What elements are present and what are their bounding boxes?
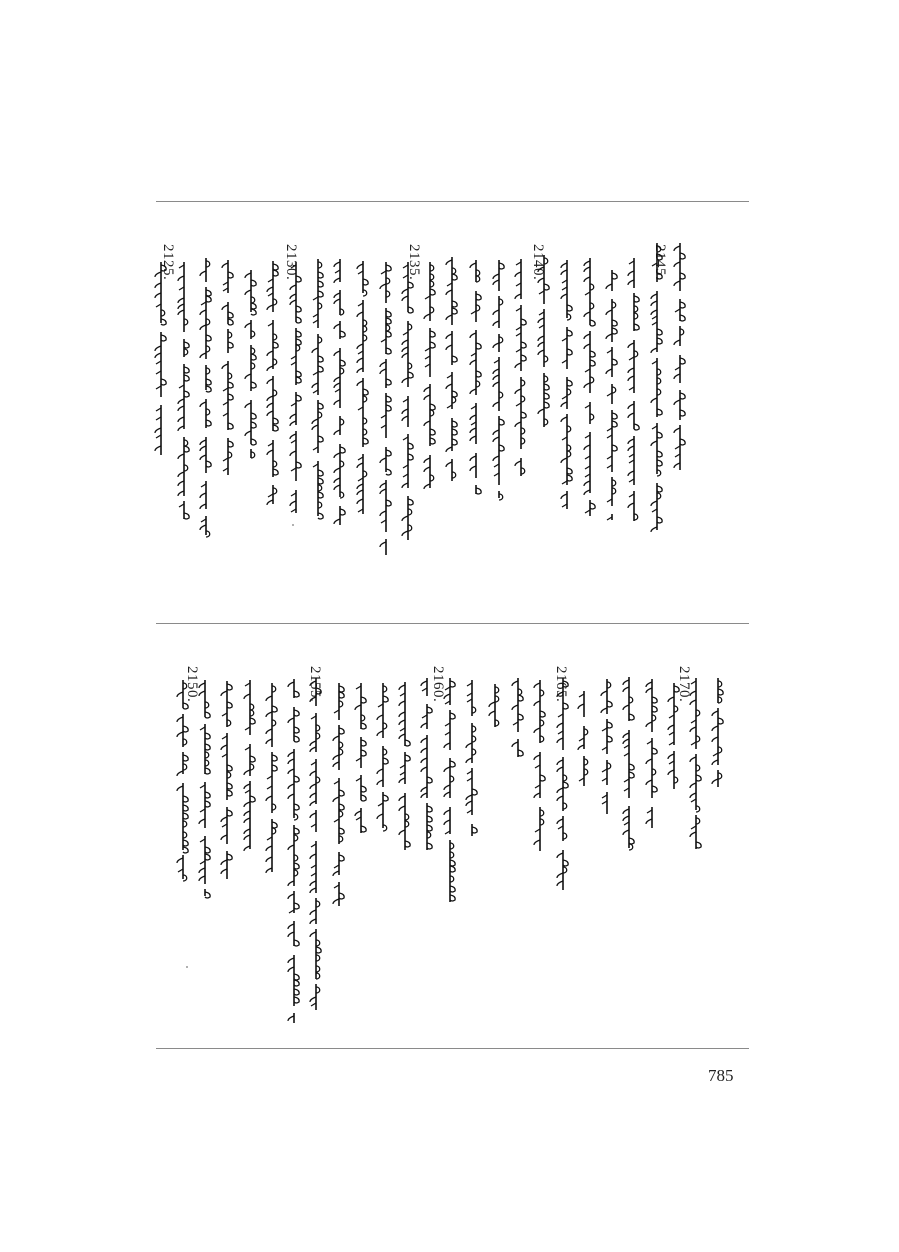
upper-script-column <box>400 262 416 540</box>
upper-script-glyphs <box>604 270 620 520</box>
upper-script-glyphs <box>176 262 192 529</box>
upper-script-glyphs <box>265 261 281 504</box>
upper-script-column <box>468 260 484 494</box>
upper-script-glyphs <box>400 262 416 540</box>
top-divider <box>156 201 749 202</box>
lower-script-column <box>487 684 503 727</box>
lower-script-column <box>599 679 615 814</box>
lower-script-column <box>419 678 435 858</box>
lower-script-glyphs <box>264 683 280 872</box>
lower-script-glyphs <box>419 678 435 858</box>
upper-script-column <box>378 262 394 555</box>
upper-script-glyphs <box>649 243 668 535</box>
lower-script-glyphs <box>710 678 726 787</box>
lower-script-column <box>532 680 548 859</box>
upper-script-column <box>444 257 460 482</box>
lower-script-glyphs <box>688 678 704 849</box>
lower-script-glyphs <box>555 678 571 896</box>
line-number-2135: 2135. <box>406 244 422 281</box>
upper-script-glyphs <box>243 270 259 458</box>
line-number-2155: 2155. <box>307 666 323 703</box>
upper-script-column <box>288 262 304 513</box>
lower-script-column <box>710 678 726 787</box>
upper-script-column <box>153 262 169 455</box>
print-speck <box>292 524 294 526</box>
lower-script-column <box>308 678 324 1010</box>
upper-script-glyphs <box>332 259 348 525</box>
lower-script-glyphs <box>175 680 191 879</box>
upper-script-column <box>265 261 281 504</box>
upper-script-column <box>176 262 192 529</box>
upper-script-column <box>243 270 259 458</box>
lower-script-column <box>286 679 302 1023</box>
lower-script-column <box>644 679 660 828</box>
upper-script-glyphs <box>582 258 598 516</box>
upper-script-glyphs <box>513 259 529 485</box>
lower-script-glyphs <box>442 678 458 902</box>
lower-script-glyphs <box>197 680 213 896</box>
upper-script-glyphs <box>378 262 394 555</box>
page-number: 785 <box>708 1066 734 1085</box>
lower-script-column <box>510 678 526 757</box>
lower-script-glyphs <box>397 682 413 851</box>
lower-script-column <box>555 678 571 896</box>
upper-script-glyphs <box>198 258 214 535</box>
line-number-2160: 2160. <box>430 666 446 703</box>
upper-script-column <box>310 259 326 522</box>
lower-script-glyphs <box>464 680 480 836</box>
line-number-2125: 2125. <box>160 244 176 281</box>
lower-script-glyphs <box>487 684 503 727</box>
upper-script-column <box>491 260 507 498</box>
lower-script-column <box>375 683 391 836</box>
lower-script-glyphs <box>510 678 526 757</box>
lower-script-glyphs <box>621 677 637 848</box>
line-number-2165: 2165. <box>553 666 569 703</box>
middle-divider <box>156 623 749 624</box>
upper-script-column <box>649 243 668 535</box>
upper-script-glyphs <box>626 258 642 530</box>
upper-script-glyphs <box>536 255 552 427</box>
line-number-2140: 2140. <box>530 244 546 281</box>
upper-script-column <box>672 243 688 470</box>
upper-script-glyphs <box>444 257 460 482</box>
bottom-divider <box>156 1048 749 1049</box>
upper-script-glyphs <box>491 260 507 498</box>
lower-script-glyphs <box>308 678 324 1010</box>
lower-script-glyphs <box>532 680 548 859</box>
upper-script-column <box>626 258 642 530</box>
line-number-2150: 2150. <box>184 666 200 703</box>
upper-script-column <box>198 258 214 535</box>
lower-script-column <box>397 682 413 851</box>
lower-script-glyphs <box>242 680 258 849</box>
lower-script-column <box>464 680 480 836</box>
lower-script-column <box>197 680 213 896</box>
upper-script-column <box>604 270 620 520</box>
line-number-2170: 2170. <box>676 666 692 703</box>
lower-script-glyphs <box>353 683 369 838</box>
lower-script-glyphs <box>666 683 682 791</box>
lower-script-glyphs <box>286 679 302 1023</box>
upper-script-glyphs <box>559 260 575 520</box>
upper-script-glyphs <box>310 259 326 522</box>
upper-script-glyphs <box>220 260 236 475</box>
lower-script-column <box>175 680 191 879</box>
line-number-2145: 2145. <box>652 244 668 281</box>
upper-script-column <box>220 260 236 475</box>
lower-script-glyphs <box>599 679 615 814</box>
upper-script-column <box>332 259 348 525</box>
lower-script-column <box>331 683 347 906</box>
upper-script-column <box>422 262 438 488</box>
lower-script-glyphs <box>576 691 592 786</box>
lower-script-column <box>666 683 682 791</box>
upper-script-glyphs <box>355 261 371 516</box>
upper-script-column <box>355 261 371 516</box>
lower-script-column <box>219 681 235 882</box>
upper-script-glyphs <box>468 260 484 494</box>
upper-script-glyphs <box>422 262 438 488</box>
upper-script-glyphs <box>288 262 304 513</box>
lower-script-glyphs <box>219 681 235 882</box>
upper-script-column <box>559 260 575 520</box>
lower-script-glyphs <box>375 683 391 836</box>
lower-script-column <box>242 680 258 849</box>
lower-script-column <box>576 691 592 786</box>
lower-script-column <box>688 678 704 849</box>
lower-script-column <box>353 683 369 838</box>
upper-script-glyphs <box>672 243 688 470</box>
upper-script-column <box>513 259 529 485</box>
upper-script-column <box>582 258 598 516</box>
upper-script-column <box>536 255 552 427</box>
lower-script-glyphs <box>331 683 347 906</box>
print-speck <box>186 966 188 968</box>
upper-script-glyphs <box>153 262 169 455</box>
lower-script-column <box>442 678 458 902</box>
lower-script-column <box>264 683 280 872</box>
lower-script-column <box>621 677 637 848</box>
line-number-2130: 2130. <box>283 244 299 281</box>
lower-script-glyphs <box>644 679 660 828</box>
